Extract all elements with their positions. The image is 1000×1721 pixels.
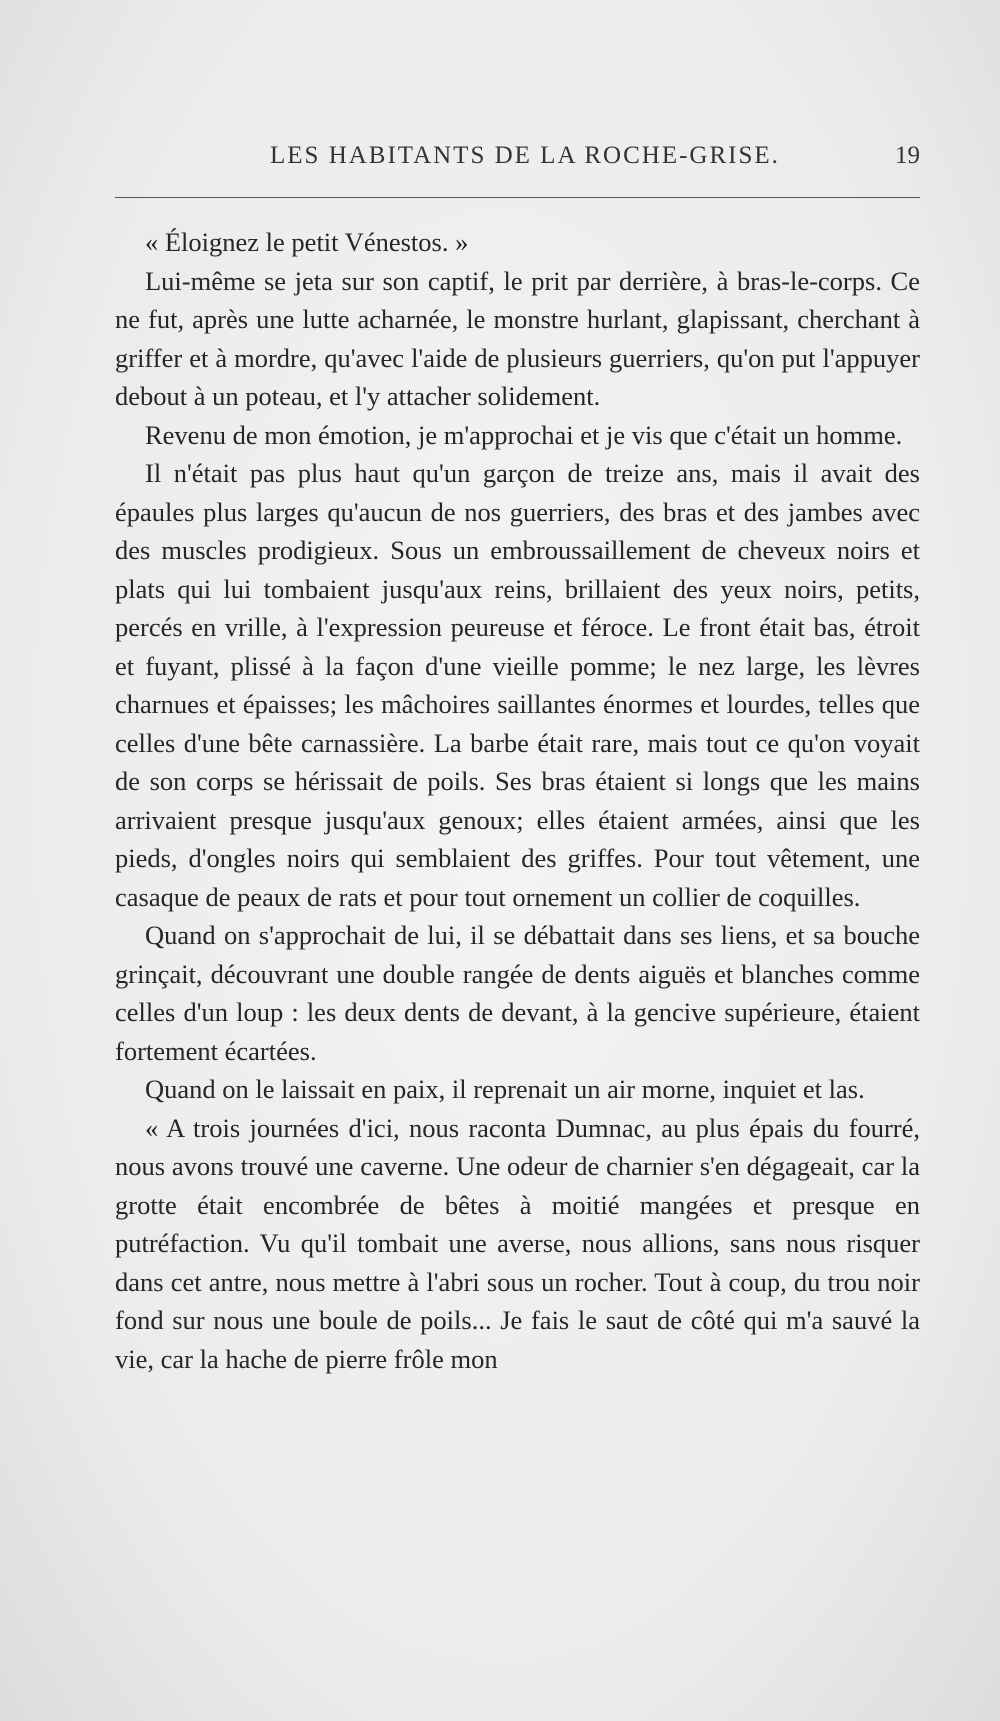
- paragraph: Quand on le laissait en paix, il reprenait un air morne, inquiet et las.: [145, 1074, 865, 1104]
- page-number: 19: [895, 142, 920, 169]
- paragraph: « Éloignez le petit Vénestos. »: [145, 227, 469, 257]
- paragraph: Lui-même se jeta sur son captif, le prit par derrière, à bras-le-corps. Ce ne fut, après une lutte acharnée, le monstre hurlant, glapissant, cherchant à griffer et à mordre, qu'avec l'aide de plusieurs guerriers, qu'on put l'appuyer debout à un poteau, et l'y attacher solidement.: [115, 265, 920, 411]
- paragraph: Il n'était pas plus haut qu'un garçon de treize ans, mais il avait des épaules plus larges qu'aucun de nos guerriers, des bras et des jambes avec des muscles prodigieux. Sous un embroussaillement de cheveux noirs et plats qui lui tombaient jusqu'aux reins, brillaient des yeux noirs, petits, percés en vrille, à l'expression peureuse et féroce. Le front était bas, étroit et fuyant, plissé à la façon d'une vieille pomme; le nez large, les lèvres charnues et épaisses; les mâchoires saillantes énormes et lourdes, telles que celles d'une bête carnassière. La barbe était rare, mais tout ce qu'on voyait de son corps se hérissait de poils. Ses bras étaient si longs que les mains arrivaient presque jusqu'aux genoux; elles étaient armées, ainsi que les pieds, d'ongles noirs qui semblaient des griffes. Pour tout vêtement, une casaque de peaux de rats et pour tout ornement un collier de coquilles.: [115, 458, 920, 912]
- paragraph: Quand on s'approchait de lui, il se débattait dans ses liens, et sa bouche grinçait, découvrant une double rangée de dents aiguës et blanches comme celles d'un loup : les deux dents de devant, à la gencive supérieure, étaient fortement écartées.: [115, 920, 920, 1066]
- running-head: [115, 142, 920, 182]
- paragraph: Revenu de mon émotion, je m'approchai et je vis que c'était un homme.: [145, 419, 903, 450]
- header-rule: [115, 197, 920, 198]
- paragraph: « A trois journées d'ici, nous raconta Dumnac, au plus épais du fourré, nous avons trouvé une caverne. Une odeur de charnier s'en dégageait, car la grotte était encombrée de bêtes à moitié mangées et presque en putréfaction. Vu qu'il tombait une averse, nous allions, sans nous risquer dans cet antre, nous mettre à l'abri sous un rocher. Tout à coup, du trou noir fond sur nous une boule de poils... Je fais le saut de côté qui m'a sauvé la vie, car la hache de pierre frôle mon: [115, 1112, 920, 1374]
- running-title: LES HABITANTS DE LA ROCHE-GRISE.: [270, 142, 780, 169]
- body-text: [115, 223, 920, 1378]
